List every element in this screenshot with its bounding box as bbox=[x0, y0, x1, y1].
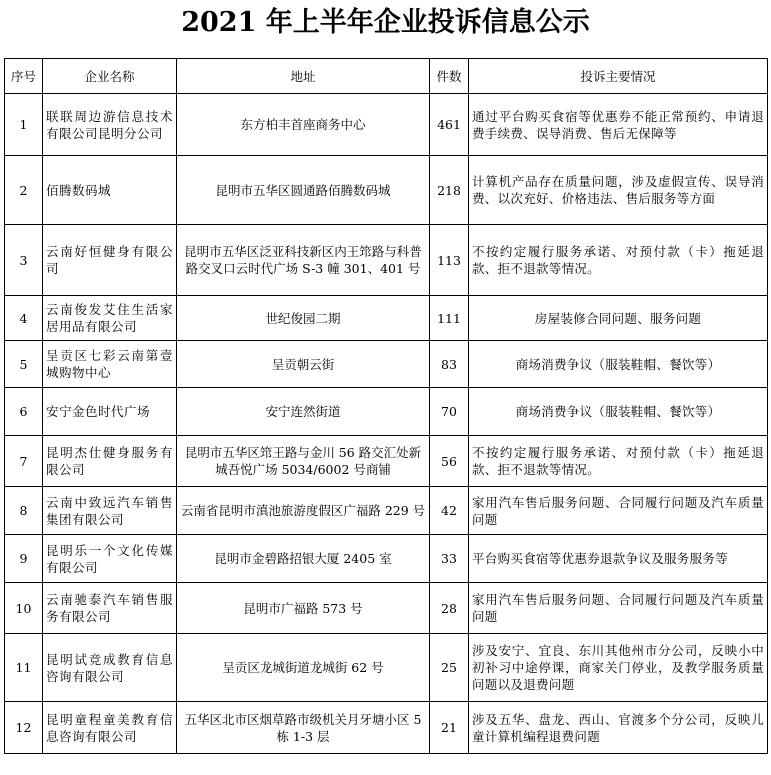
row-no: 8 bbox=[5, 487, 43, 535]
row-company-name: 昆明试竞成教育信息咨询有限公司 bbox=[43, 634, 177, 702]
row-description: 通过平台购买食宿等优惠券不能正常预约、申请退费手续费、误导消费、售后无保障等 bbox=[469, 94, 768, 156]
row-address: 安宁连然街道 bbox=[177, 388, 430, 436]
row-count: 111 bbox=[430, 296, 469, 341]
row-no: 11 bbox=[5, 634, 43, 702]
row-description: 不按约定履行服务承诺、对预付款（卡）拖延退款、拒不退款等情况。 bbox=[469, 436, 768, 487]
row-address: 昆明市五华区圆通路佰腾数码城 bbox=[177, 156, 430, 225]
row-company-name: 云南俊发艾住生活家居用品有限公司 bbox=[43, 296, 177, 341]
row-description: 不按约定履行服务承诺、对预付款（卡）拖延退款、拒不退款等情况。 bbox=[469, 225, 768, 296]
row-address: 云南省昆明市滇池旅游度假区广福路 229 号 bbox=[177, 487, 430, 535]
row-description: 平台购买食宿等优惠券退款争议及服务服务等 bbox=[469, 535, 768, 583]
row-count: 21 bbox=[430, 702, 469, 754]
row-company-name: 昆明杰仕健身服务有限公司 bbox=[43, 436, 177, 487]
row-count: 70 bbox=[430, 388, 469, 436]
header-company-name: 企业名称 bbox=[43, 59, 177, 94]
table-row bbox=[5, 436, 768, 487]
row-description: 房屋装修合同问题、服务问题 bbox=[469, 296, 768, 341]
table-row bbox=[5, 156, 768, 225]
header-count: 件数 bbox=[430, 59, 469, 94]
row-address: 昆明市五华区筇王路与金川 56 路交汇处新城吾悦广场 5034/6002 号商铺 bbox=[177, 436, 430, 487]
row-company-name: 昆明乐一个文化传媒有限公司 bbox=[43, 535, 177, 583]
row-count: 33 bbox=[430, 535, 469, 583]
table-row bbox=[5, 94, 768, 156]
row-no: 4 bbox=[5, 296, 43, 341]
row-description: 计算机产品存在质量问题，涉及虚假宣传、误导消费、以次充好、价格违法、售后服务等方面 bbox=[469, 156, 768, 225]
row-address: 呈贡区龙城街道龙城街 62 号 bbox=[177, 634, 430, 702]
row-address: 东方柏丰首座商务中心 bbox=[177, 94, 430, 156]
row-no: 12 bbox=[5, 702, 43, 754]
table-header-row bbox=[5, 59, 768, 94]
row-company-name: 昆明童程童美教育信息咨询有限公司 bbox=[43, 702, 177, 754]
header-address: 地址 bbox=[177, 59, 430, 94]
row-count: 28 bbox=[430, 583, 469, 634]
table-row bbox=[5, 225, 768, 296]
row-no: 1 bbox=[5, 94, 43, 156]
row-company-name: 联联周边游信息技术有限公司昆明分公司 bbox=[43, 94, 177, 156]
row-company-name: 安宁金色时代广场 bbox=[43, 388, 177, 436]
header-no: 序号 bbox=[5, 59, 43, 94]
page-title: 2021 年上半年企业投诉信息公示 bbox=[181, 7, 590, 38]
table-row bbox=[5, 535, 768, 583]
row-count: 113 bbox=[430, 225, 469, 296]
row-no: 6 bbox=[5, 388, 43, 436]
row-address: 昆明市五华区泛亚科技新区内王筇路与科普路交叉口云时代广场 S-3 幢 301、401 号 bbox=[177, 225, 430, 296]
row-count: 218 bbox=[430, 156, 469, 225]
row-count: 42 bbox=[430, 487, 469, 535]
row-company-name: 云南驰泰汽车销售服务有限公司 bbox=[43, 583, 177, 634]
row-count: 56 bbox=[430, 436, 469, 487]
row-count: 461 bbox=[430, 94, 469, 156]
table-row bbox=[5, 634, 768, 702]
row-description: 家用汽车售后服务问题、合同履行问题及汽车质量问题 bbox=[469, 583, 768, 634]
row-company-name: 云南中致远汽车销售集团有限公司 bbox=[43, 487, 177, 535]
table-row bbox=[5, 388, 768, 436]
row-description: 商场消费争议（服装鞋帽、餐饮等） bbox=[469, 341, 768, 388]
row-description: 家用汽车售后服务问题、合同履行问题及汽车质量问题 bbox=[469, 487, 768, 535]
row-no: 9 bbox=[5, 535, 43, 583]
row-address: 昆明市广福路 573 号 bbox=[177, 583, 430, 634]
row-address: 昆明市金碧路招银大厦 2405 室 bbox=[177, 535, 430, 583]
row-no: 2 bbox=[5, 156, 43, 225]
row-company-name: 呈贡区七彩云南第壹城购物中心 bbox=[43, 341, 177, 388]
row-company-name: 佰腾数码城 bbox=[43, 156, 177, 225]
row-company-name: 云南好恒健身有限公司 bbox=[43, 225, 177, 296]
table-row bbox=[5, 487, 768, 535]
table-row bbox=[5, 702, 768, 754]
table-row bbox=[5, 296, 768, 341]
table-row bbox=[5, 583, 768, 634]
row-description: 涉及安宁、宜良、东川其他州市分公司，反映小中初补习中途停课，商家关门停业，及教学服务质量问题以及退费问题 bbox=[469, 634, 768, 702]
row-no: 7 bbox=[5, 436, 43, 487]
row-no: 5 bbox=[5, 341, 43, 388]
row-description: 商场消费争议（服装鞋帽、餐饮等） bbox=[469, 388, 768, 436]
row-count: 25 bbox=[430, 634, 469, 702]
row-count: 83 bbox=[430, 341, 469, 388]
row-no: 3 bbox=[5, 225, 43, 296]
row-address: 五华区北市区烟草路市级机关月牙塘小区 5 栋 1-3 层 bbox=[177, 702, 430, 754]
complaint-table bbox=[4, 58, 768, 754]
table-row bbox=[5, 341, 768, 388]
header-description: 投诉主要情况 bbox=[469, 59, 768, 94]
row-address: 呈贡朝云街 bbox=[177, 341, 430, 388]
row-no: 10 bbox=[5, 583, 43, 634]
row-description: 涉及五华、盘龙、西山、官渡多个分公司，反映儿童计算机编程退费问题 bbox=[469, 702, 768, 754]
row-address: 世纪俊园二期 bbox=[177, 296, 430, 341]
